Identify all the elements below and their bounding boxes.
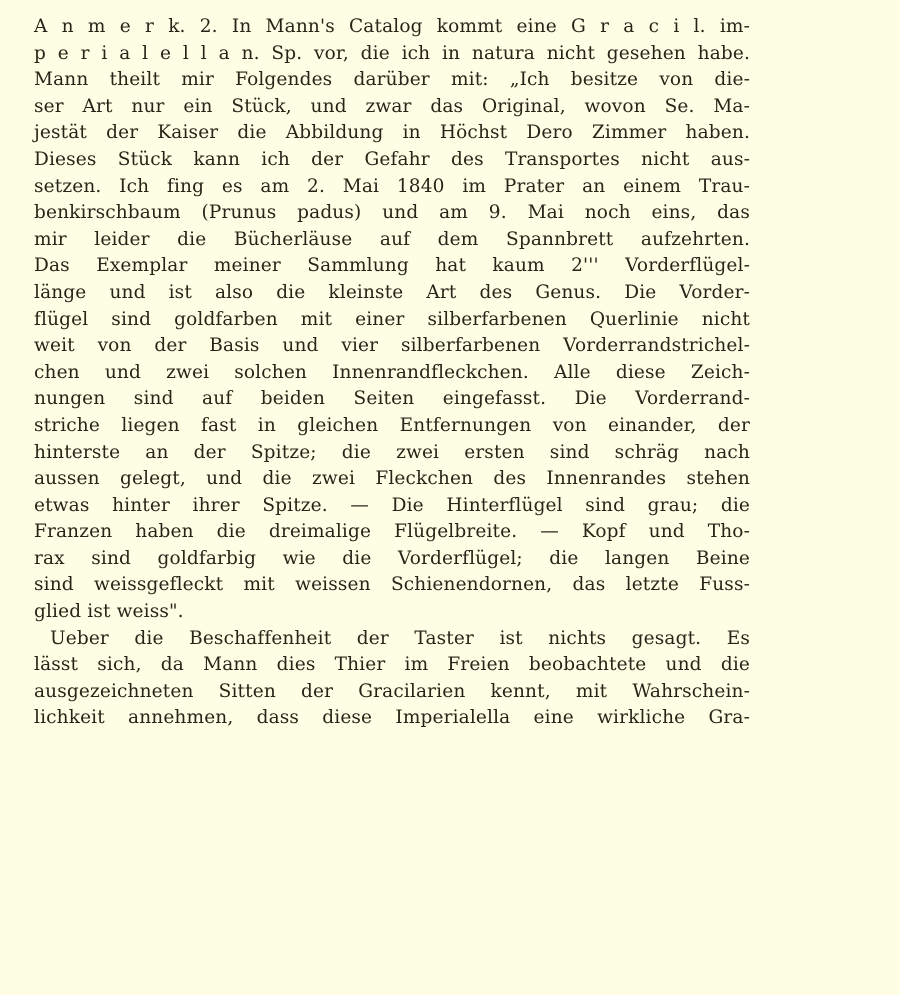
document-page (34, 14, 750, 732)
text-line: ser Art nur ein Stück, und zwar das Original, wovon Se. Ma- (34, 95, 750, 117)
text-line: mir leider die Bücherläuse auf dem Spannbrett aufzehrten. (34, 228, 750, 250)
text-line: aussen gelegt, und die zwei Fleckchen des Innenrandes stehen (34, 468, 750, 490)
text-line: glied ist weiss". (34, 601, 184, 623)
text-line: Das Exemplar meiner Sammlung hat kaum 2''' Vorderflügel- (34, 255, 750, 277)
text-line: benkirschbaum (Prunus padus) und am 9. Mai noch eins, das (34, 202, 750, 224)
text-line: ausgezeichneten Sitten der Gracilarien kennt, mit Wahrschein- (34, 680, 750, 702)
text-line: A n m e r k. 2. In Mann's Catalog kommt eine G r a c i l. im- (34, 16, 750, 37)
text-line: lässt sich, da Mann dies Thier im Freien beobachtete und die (34, 654, 750, 676)
text-line: flügel sind goldfarben mit einer silberfarbenen Querlinie nicht (34, 308, 750, 330)
paragraph-anmerkung (34, 14, 750, 626)
text-line: nungen sind auf beiden Seiten eingefasst. Die Vorderrand- (34, 388, 750, 410)
text-line: Franzen haben die dreimalige Flügelbreite. — Kopf und Tho- (34, 521, 750, 543)
text-line: etwas hinter ihrer Spitze. — Die Hinterflügel sind grau; die (34, 494, 750, 516)
text-line: lichkeit annehmen, dass diese Imperialella eine wirkliche Gra- (34, 707, 750, 729)
text-line: p e r i a l e l l a n. Sp. vor, die ich in natura nicht gesehen habe. (34, 42, 750, 64)
text-line: hinterste an der Spitze; die zwei ersten sind schräg nach (34, 441, 750, 463)
text-line: länge und ist also die kleinste Art des Genus. Die Vorder- (34, 281, 750, 303)
paragraph-taster (34, 626, 750, 732)
text-line: Mann theilt mir Folgendes darüber mit: „Ich besitze von die- (34, 69, 750, 91)
text-line: Dieses Stück kann ich der Gefahr des Transportes nicht aus- (34, 148, 750, 170)
text-line: rax sind goldfarbig wie die Vorderflügel; die langen Beine (34, 547, 750, 569)
text-line: striche liegen fast in gleichen Entfernungen von einander, der (34, 414, 750, 436)
text-line: weit von der Basis und vier silberfarbenen Vorderrandstrichel- (34, 335, 750, 357)
text-line: chen und zwei solchen Innenrandfleckchen. Alle diese Zeich- (34, 361, 750, 383)
text-line: sind weissgefleckt mit weissen Schienendornen, das letzte Fuss- (34, 574, 750, 596)
text-line: setzen. Ich fing es am 2. Mai 1840 im Prater an einem Trau- (34, 175, 750, 197)
text-line: jestät der Kaiser die Abbildung in Höchst Dero Zimmer haben. (34, 122, 750, 144)
text-line: Ueber die Beschaffenheit der Taster ist nichts gesagt. Es (50, 627, 750, 649)
